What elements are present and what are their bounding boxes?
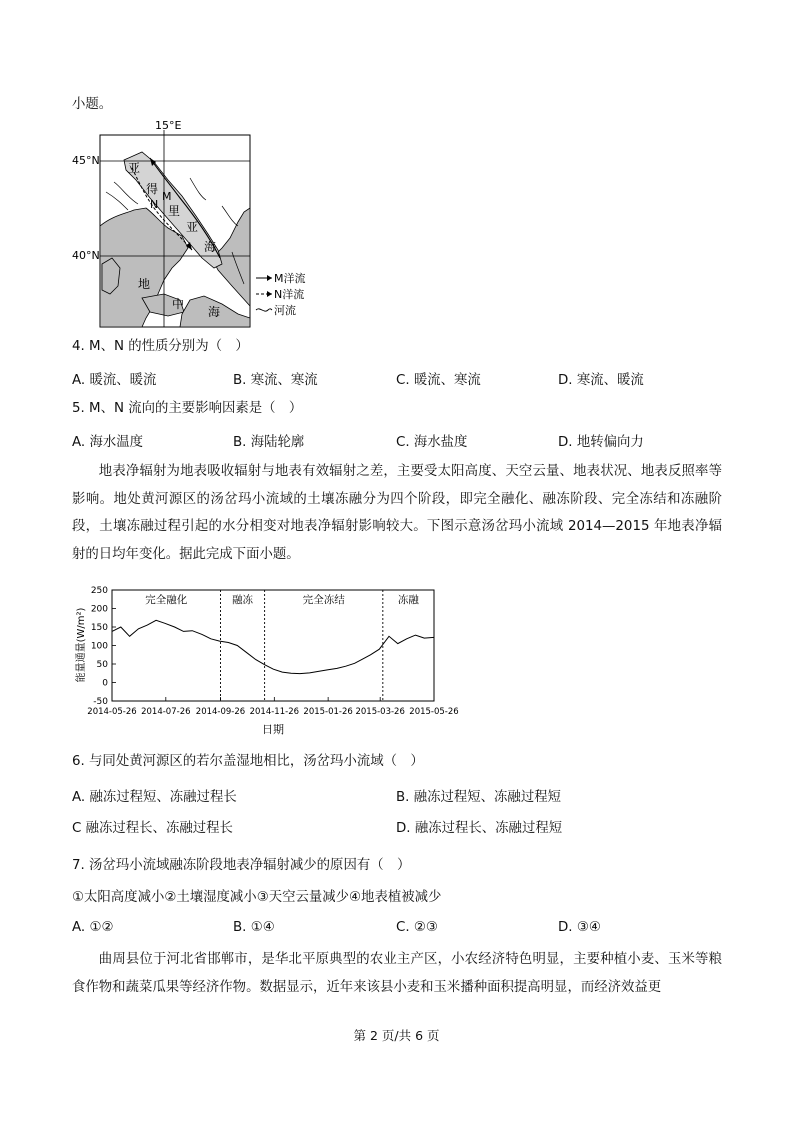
q6-option-c[interactable]: C 融冻过程长、冻融过程长 xyxy=(72,821,233,836)
passage-quzhou: 曲周县位于河北省邯郸市，是华北平原典型的农业主产区，小农经济特色明显，主要种植小麦、玉米等粮食作物和蔬菜瓜果等经济作物。数据显示，近年来该县小麦和玉米播种面积提高明显，而经济效益更 xyxy=(72,952,722,995)
med-char-3: 海 xyxy=(208,305,221,319)
passage-net-radiation: 地表净辐射为地表吸收辐射与地表有效辐射之差，主要受太阳高度、天空云量、地表状况、地表反照率等影响。地处黄河源区的汤岔玛小流域的土壤冻融分为四个阶段，即完全融化、融冻阶段、完全冻结和冻融阶段，土壤冻融过程引起的水分相变对地表净辐射影响较大。下图示意汤岔玛小流域 2014—2015 年地表净辐射的日均年变化。据此完成下面小题。 xyxy=(72,464,722,562)
q6-stem: 6. 与同处黄河源区的若尔盖湿地相比，汤岔玛小流域（ ） xyxy=(72,754,424,769)
adriatic-map xyxy=(72,118,342,332)
q7-items: ①太阳高度减小②土壤湿度减小③天空云量减少④地表植被减少 xyxy=(72,890,442,905)
phase-label: 冻融 xyxy=(397,594,419,606)
n-label: N xyxy=(150,198,159,211)
sea-char-2: 得 xyxy=(146,182,159,196)
q5-option-b[interactable]: B. 海陆轮廓 xyxy=(233,435,305,450)
y-tick-label: 50 xyxy=(96,660,108,670)
sea-char-4: 亚 xyxy=(186,220,199,234)
lat-top-label: 45°N xyxy=(72,154,100,167)
lon-label: 15°E xyxy=(155,119,182,132)
net-radiation-chart xyxy=(72,585,459,737)
x-tick-label: 2015-01-26 xyxy=(303,707,353,717)
phase-label: 完全融化 xyxy=(145,594,188,606)
x-tick-label: 2014-09-26 xyxy=(195,707,246,717)
m-label: M xyxy=(162,190,172,203)
q4-option-a[interactable]: A. 暖流、暖流 xyxy=(72,373,157,388)
legend-n: N洋流 xyxy=(274,288,305,301)
q5-option-d[interactable]: D. 地转偏向力 xyxy=(558,435,644,450)
y-tick-label: 250 xyxy=(90,586,108,596)
q7-option-b[interactable]: B. ①④ xyxy=(233,920,275,935)
chart-ylabel: 能量通量(W/m²) xyxy=(76,607,87,683)
page-footer: 第 2 页/共 6 页 xyxy=(353,1028,440,1043)
med-char-2: 中 xyxy=(172,297,185,311)
chart-plot-frame xyxy=(112,590,434,701)
q4-option-d[interactable]: D. 寒流、暖流 xyxy=(558,373,644,388)
x-tick-label: 2014-05-26 xyxy=(87,707,137,717)
net-radiation-line xyxy=(112,620,434,673)
sea-char-1: 亚 xyxy=(128,161,141,175)
q7-option-c[interactable]: C. ②③ xyxy=(396,920,438,935)
q6-option-d[interactable]: D. 融冻过程长、冻融过程短 xyxy=(396,821,563,836)
q6-option-b[interactable]: B. 融冻过程短、冻融过程短 xyxy=(396,790,561,805)
q4-stem: 4. M、N 的性质分别为（ ） xyxy=(72,339,249,354)
x-tick-label: 2015-03-26 xyxy=(355,707,405,717)
x-tick-label: 2015-05-26 xyxy=(409,707,459,717)
sea-char-5: 海 xyxy=(204,240,217,254)
q7-stem: 7. 汤岔玛小流域融冻阶段地表净辐射减少的原因有（ ） xyxy=(72,858,411,873)
sea-char-3: 里 xyxy=(168,204,181,218)
legend-m: M洋流 xyxy=(274,272,306,285)
q5-stem: 5. M、N 流向的主要影响因素是（ ） xyxy=(72,401,303,416)
q5-option-a[interactable]: A. 海水温度 xyxy=(72,435,143,450)
med-char-1: 地 xyxy=(138,277,151,291)
phase-label: 融冻 xyxy=(232,594,254,606)
x-tick-label: 2014-07-26 xyxy=(141,707,191,717)
x-tick-label: 2014-11-26 xyxy=(249,707,300,717)
q4-option-b[interactable]: B. 寒流、寒流 xyxy=(233,373,318,388)
phase-label: 完全冻结 xyxy=(302,594,345,606)
q5-option-c[interactable]: C. 海水盐度 xyxy=(396,435,468,450)
y-tick-label: -50 xyxy=(93,697,108,707)
legend-river: 河流 xyxy=(274,304,296,317)
y-tick-label: 150 xyxy=(90,623,108,633)
y-tick-label: 100 xyxy=(90,641,108,652)
lat-bottom-label: 40°N xyxy=(72,249,100,262)
q4-option-c[interactable]: C. 暖流、寒流 xyxy=(396,373,481,388)
intro-tail: 小题。 xyxy=(72,97,113,112)
legend-river-line xyxy=(256,309,272,311)
q7-option-d[interactable]: D. ③④ xyxy=(558,920,601,935)
chart-xlabel: 日期 xyxy=(262,723,284,736)
y-tick-label: 0 xyxy=(102,678,108,689)
q7-option-a[interactable]: A. ①② xyxy=(72,920,114,935)
y-tick-label: 200 xyxy=(90,604,108,615)
q6-option-a[interactable]: A. 融冻过程短、冻融过程长 xyxy=(72,790,237,805)
